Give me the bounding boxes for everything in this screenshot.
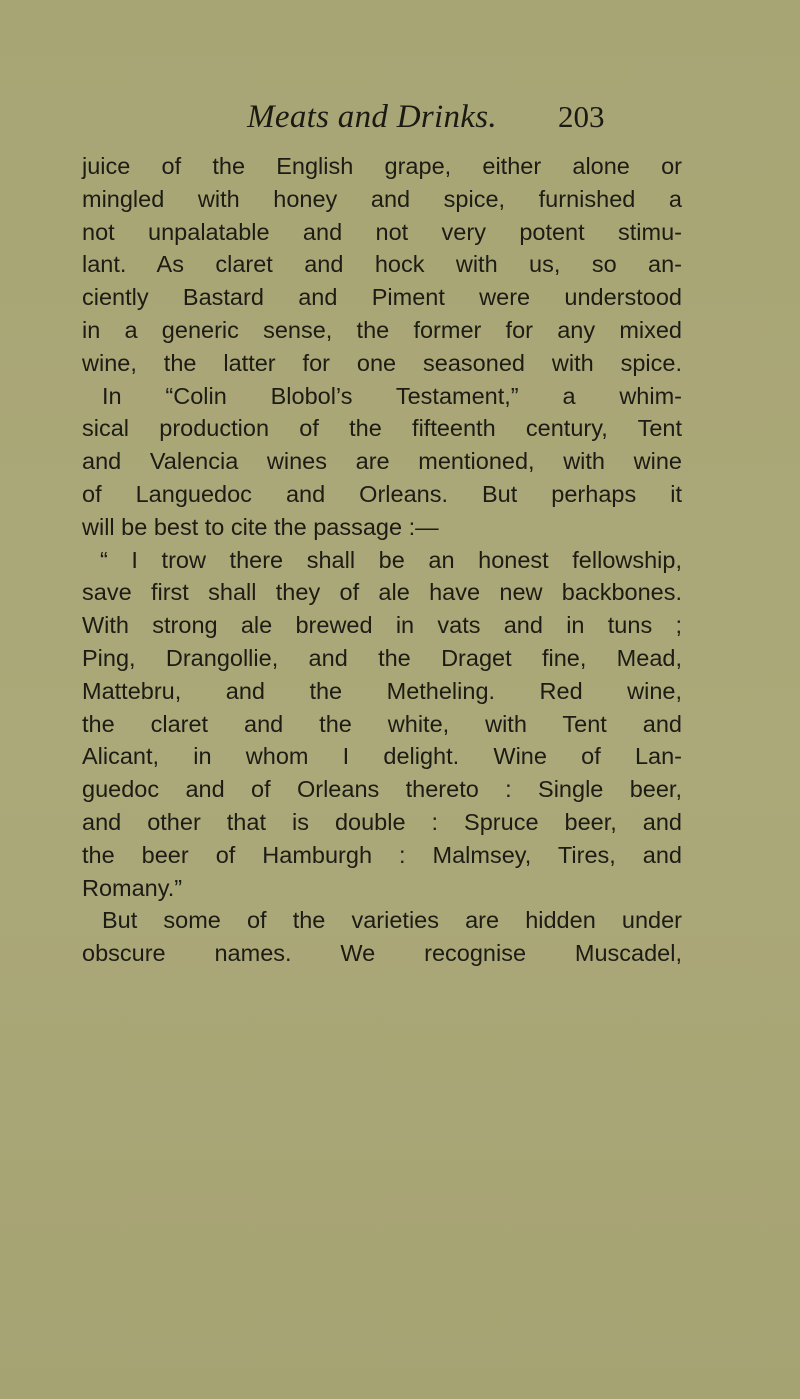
text-line: wine, the latter for one seasoned with spice.	[82, 349, 682, 376]
quote-line: “ I trow there shall be an honest fellowship,	[100, 546, 682, 573]
text-line: mingled with honey and spice, furnished a	[82, 185, 682, 212]
quote-line: Alicant, in whom I delight. Wine of Lan-	[82, 743, 682, 770]
text-line: obscure names. We recognise Muscadel,	[82, 940, 682, 967]
quote-line: With strong ale brewed in vats and in tuns ;	[82, 612, 682, 639]
running-head	[0, 92, 800, 142]
quote-line: Ping, Drangollie, and the Draget fine, Mead,	[82, 644, 682, 671]
quote-line: the beer of Hamburgh : Malmsey, Tires, and	[82, 841, 682, 868]
text-line: will be best to cite the passage :—	[82, 513, 439, 540]
text-line: ciently Bastard and Piment were understood	[82, 284, 682, 311]
quote-line: save first shall they of ale have new backbones.	[82, 579, 682, 606]
text-line: not unpalatable and not very potent stimu-	[82, 218, 682, 245]
running-title: Meats and Drinks.	[247, 99, 497, 135]
quote-line: and other that is double : Spruce beer, and	[82, 808, 682, 835]
page-number: 203	[558, 99, 605, 134]
text-line: juice of the English grape, either alone or	[82, 153, 682, 179]
body-text	[82, 150, 682, 970]
text-line: lant. As claret and hock with us, so an-	[82, 251, 682, 278]
text-line: But some of the varieties are hidden under	[102, 907, 682, 934]
text-line: in a generic sense, the former for any mixed	[82, 316, 682, 343]
quote-line: guedoc and of Orleans thereto : Single beer,	[82, 776, 682, 803]
text-line: In “Colin Blobol’s Testament,” a whim-	[102, 382, 682, 409]
text-line: and Valencia wines are mentioned, with wine	[82, 448, 682, 475]
quote-line: Romany.”	[82, 874, 183, 901]
text-line: sical production of the fifteenth century, Tent	[82, 415, 682, 442]
quote-line: the claret and the white, with Tent and	[82, 710, 682, 737]
quote-line: Mattebru, and the Metheling. Red wine,	[82, 677, 682, 704]
text-line: of Languedoc and Orleans. But perhaps it	[82, 480, 682, 507]
